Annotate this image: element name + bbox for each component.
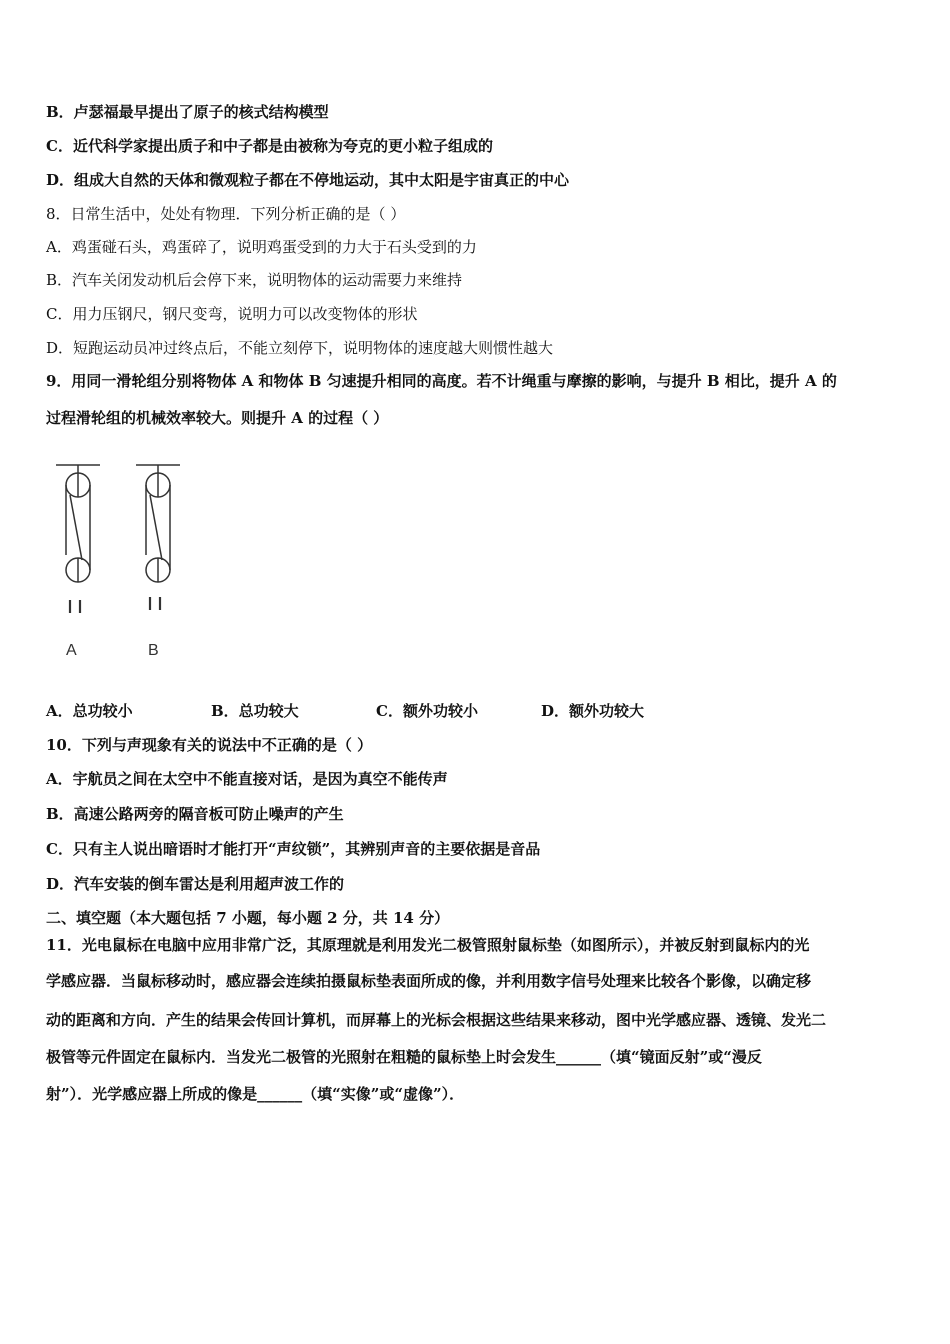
q9-option-b: B．总功较大 (211, 702, 299, 720)
q7-option-c: C．近代科学家提出质子和中子都是由被称为夸克的更小粒子组成的 (46, 137, 493, 155)
q10-stem: 10．下列与声现象有关的说法中不正确的是（ ） (46, 736, 373, 754)
figure-label-b: B (148, 642, 159, 659)
q7-option-d: D．组成大自然的天体和微观粒子都在不停地运动，其中太阳是宇宙真正的中心 (46, 171, 570, 189)
q8-option-c: C．用力压钢尺，钢尺变弯，说明力可以改变物体的形状 (46, 305, 418, 323)
q8-option-d: D．短跑运动员冲过终点后，不能立刻停下，说明物体的速度越大则惯性越大 (46, 339, 554, 357)
pulley-diagram (40, 455, 200, 670)
rope-a-cross (70, 495, 82, 560)
q10-option-c: C．只有主人说出暗语时才能打开“声纹锁”，其辨别声音的主要依据是音品 (46, 840, 541, 858)
q9-option-c: C．额外功较小 (376, 702, 478, 720)
q9-stem-line1: 9．用同一滑轮组分别将物体 A 和物体 B 匀速提升相同的高度。若不计绳重与摩擦的影响，与提升 B 相比，提升 A 的 (46, 372, 837, 390)
figure-label-a: A (66, 642, 77, 659)
q11-line4: 极管等元件固定在鼠标内．当发光二极管的光照射在粗糙的鼠标垫上时会发生______（填“镜面反射”或“漫反 (46, 1048, 762, 1066)
q11-line5: 射”）．光学感应器上所成的像是______（填“实像”或“虚像”）． (46, 1085, 465, 1103)
q9-option-d: D．额外功较大 (541, 702, 645, 720)
q8-option-a: A．鸡蛋碰石头，鸡蛋碎了，说明鸡蛋受到的力大于石头受到的力 (46, 238, 477, 256)
q10-option-a: A．宇航员之间在太空中不能直接对话，是因为真空不能传声 (46, 770, 448, 788)
pulley-figure (40, 455, 200, 670)
q10-option-d: D．汽车安装的倒车雷达是利用超声波工作的 (46, 875, 345, 893)
rope-b-cross (150, 495, 162, 560)
q11-line3: 动的距离和方向．产生的结果会传回计算机，而屏幕上的光标会根据这些结果来移动，图中光学感应器、透镜、发光二 (46, 1011, 827, 1029)
section-2-title: 二、填空题（本大题包括 7 小题，每小题 2 分，共 14 分） (46, 909, 450, 927)
q7-option-b: B．卢瑟福最早提出了原子的核式结构模型 (46, 103, 329, 121)
q9-stem-line2: 过程滑轮组的机械效率较大。则提升 A 的过程（ ） (46, 409, 389, 427)
q11-line1: 11．光电鼠标在电脑中应用非常广泛，其原理就是利用发光二极管照射鼠标垫（如图所示），并被反射到鼠标内的光 (46, 936, 810, 954)
q10-option-b: B．高速公路两旁的隔音板可防止噪声的产生 (46, 805, 344, 823)
q9-option-a: A．总功较小 (46, 702, 133, 720)
q8-stem: 8．日常生活中，处处有物理．下列分析正确的是（ ） (46, 205, 406, 223)
q8-option-b: B．汽车关闭发动机后会停下来，说明物体的运动需要力来维持 (46, 271, 463, 289)
q11-line2: 学感应器．当鼠标移动时，感应器会连续拍摄鼠标垫表面所成的像，并利用数字信号处理来比较各个影像，以确定移 (46, 972, 812, 990)
